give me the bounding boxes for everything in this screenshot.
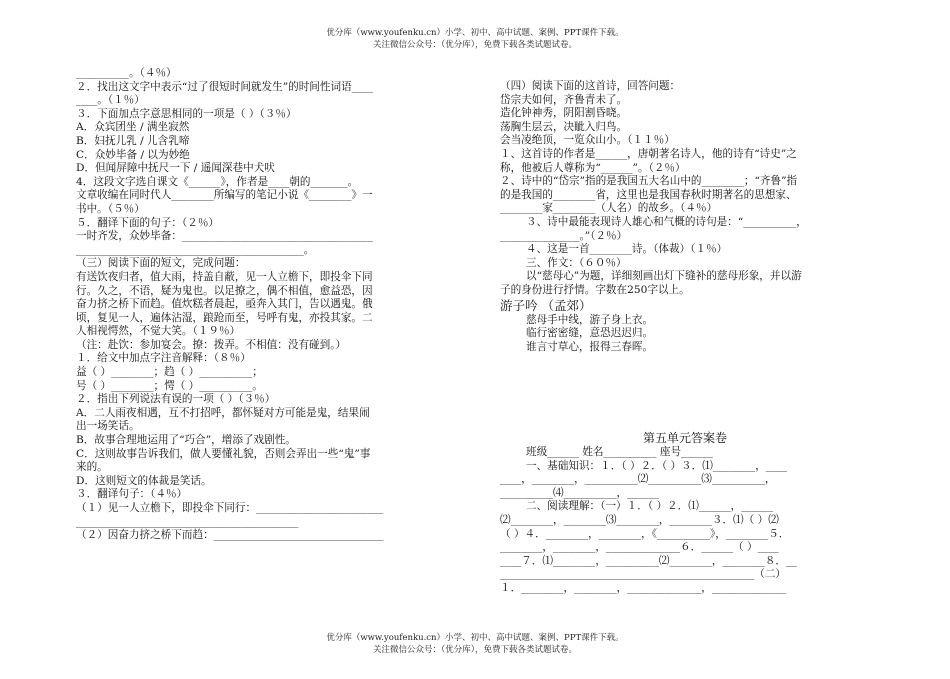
passage-line: 人相视愕然，不觉大笑。（１９％） [76, 325, 241, 338]
answer-line: ________，________，______________６．______（ ）____ [500, 541, 779, 554]
text-line: ２．找出这文字中表示“过了很短时间就发生”的时间性词语____ [76, 80, 373, 93]
text-line: 号（ ）________；愕（ ）__________。 [76, 379, 263, 392]
footer-line-1: 优分库（www.youfenku.cn）小学、初中、高中试题、案例、PPT课件下载。 [326, 633, 624, 643]
option-line: B．妇抚儿乳 / 儿含乳啼 [76, 134, 190, 147]
poem-line: 慈母手中线，游子身上衣。 [526, 313, 654, 326]
option-line: 来的。 [76, 461, 108, 474]
right-column [500, 80, 870, 354]
answer-line: __________⑷__________，______ [500, 486, 659, 499]
text-line: ５．翻译下面的句子：（２％） [76, 216, 220, 229]
header-line-1: 优分库（www.youfenku.cn）小学、初中、高中试题、案例、PPT课件下载。 [326, 28, 624, 38]
answer-sheet [500, 430, 870, 596]
text-line: 书中。（５％） [76, 202, 145, 215]
poem-title: 游子吟 （孟郊） [500, 297, 592, 313]
text-line: 文章收编在同时代人________所编写的笔记小说《________》一 [76, 189, 373, 202]
essay-prompt-line: 以“慈母心”为题，详细刻画出灯下缝补的慈母形象，并以游 [526, 270, 802, 283]
section-heading: （四）阅读下面的这首诗，回答问题： [500, 80, 681, 92]
answer-line: ________________________________________________（二） [500, 568, 787, 581]
page-header [0, 27, 950, 51]
question-line: ４、这是一首________诗。（体裁）（１％） [526, 243, 728, 256]
answer-sheet-title: 第五单元答案卷 [642, 431, 727, 445]
passage-line: 行。久之，不语，疑为鬼也。以足撩之，偶不相值，愈益恐，因 [76, 284, 373, 297]
header-line-2: 关注微信公众号：（优分库），免费下载各类试题试卷。 [372, 40, 577, 50]
option-line: 出一场笑话。 [76, 420, 140, 433]
poem-line: 造化钟神秀，阴阳割昏晓。 [500, 107, 628, 120]
passage-line: 奋力挤之桥下而趋。值炊糕者晨起，亟奔入其门，告以遇鬼。俄 [76, 298, 373, 311]
poem-line: 岱宗夫如何，齐鲁青未了。 [500, 93, 628, 106]
option-line: C．这则故事告诉我们，做人要懂礼貌，否则会弄出一些“鬼”事 [76, 447, 371, 460]
essay-prompt-line: 子的身份进行抒情。字数在250字以上。 [500, 283, 690, 296]
footer-line-2: 关注微信公众号：（优分库），免费下载各类试题试卷。 [372, 645, 577, 655]
question-line: ________家________（人名）的故乡。（４％） [500, 202, 718, 215]
option-line: A．二人雨夜相遇，互不打招呼，都怀疑对方可能是鬼，结果闹 [76, 406, 370, 419]
text-line: 益（ ）________；趋（ ）__________； [76, 366, 263, 379]
text-line: （１）见一人立檐下，即投伞下同行：________________________ [76, 502, 384, 514]
answer-line: ⑵________，________⑶________，________３．⑴（ ）⑵ [500, 513, 779, 526]
text-line: __________。（４％） [76, 67, 177, 79]
option-line: D．但闻屏障中抚尺一下 / 遥闻深巷中犬吠 [76, 162, 275, 175]
text-line: １．给文中加点字注音解释：（８％） [76, 352, 251, 365]
answer-line: 班级______ 姓名__________ 座号______ [526, 446, 713, 458]
question-line: ２、诗中的“岱宗”指的是我国五大名山中的________；“齐鲁”指 [500, 175, 798, 188]
passage-line: 顷，复见一人，遍体沾湿，踉跄而至，号呼有鬼，亦投其家。二 [76, 311, 373, 324]
text-line: ３．下面加点字意思相同的一项是（ ）（３％） [76, 107, 297, 120]
option-line: B．故事合理地运用了“巧合”，增添了戏剧性。 [76, 434, 296, 447]
text-line: ____。（１％） [76, 94, 145, 107]
section-heading: 三、作文：（６０％） [526, 256, 627, 269]
left-column [76, 67, 436, 543]
text-line: 一时齐发，众妙毕备：____________________________________ [76, 230, 373, 243]
text-line: ２．指出下列说法有误的一项（ ）（３％） [76, 393, 276, 406]
answer-line: （ ）４．________，________，《__________》，________５． [500, 527, 790, 540]
poem-line: 临行密密缝，意恐迟迟归。 [526, 327, 654, 340]
poem-line: 会当凌绝顶，一览众山小。（１１％） [500, 134, 675, 147]
answer-line: 一、基础知识：１．（ ）２．（ ）３．⑴________，____ [526, 459, 787, 472]
poem-line: 荡胸生层云，决眦入归鸟。 [500, 120, 628, 133]
question-line: 称，他被后人尊称为“______”。（２％） [500, 161, 686, 174]
option-line: C．众妙毕备 / 以为妙绝 [76, 148, 190, 161]
answer-line: １．________，________，______________，______________ [500, 581, 787, 594]
question-line: ３、诗中最能表现诗人雄心和气概的诗句是：“__________， [526, 215, 807, 228]
page-footer [0, 632, 950, 656]
question-line: _______________。”（２％） [500, 229, 628, 242]
question-line: １、这首诗的作者是______，唐朝著名诗人，他的诗有“诗史”之 [500, 147, 797, 160]
text-line: ３．翻译句子：（４％） [76, 488, 188, 501]
section-heading: （三）阅读下面的短文，完成问题： [76, 257, 246, 270]
question-line: 的是我国的________省，这里也是我国春秋时期著名的思想家、 [500, 188, 797, 201]
option-line: A．众宾团坐 / 满坐寂然 [76, 121, 190, 134]
text-line: ___________________________________________。 [76, 243, 315, 256]
note-line: （注：赴饮：参加宴会。撩：拨弄。不相值：没有碰到。） [76, 338, 347, 351]
answer-line: ____７．⑴________，__________⑵________，________８．__ [500, 554, 797, 567]
option-line: D．这则短文的体裁是笑话。 [76, 474, 212, 487]
text-line: （２）因奋力挤之桥下而趋：________________________________ [76, 529, 384, 542]
poem-line: 谁言寸草心，报得三春晖。 [526, 340, 654, 353]
answer-line: ____，________，__________⑵__________⑶__________， [500, 473, 776, 486]
text-line: __________________________________________ [76, 515, 299, 528]
passage-line: 有送饮夜归者，值大雨，持盖自蔽，见一人立檐下，即投伞下同 [76, 270, 373, 283]
answer-line: 二、阅读理解：（一）１．（ ）２．⑴______，______ [526, 500, 774, 513]
text-line: 4．这段文字选自课文《______》，作者是____朝的_______。 [76, 175, 359, 188]
